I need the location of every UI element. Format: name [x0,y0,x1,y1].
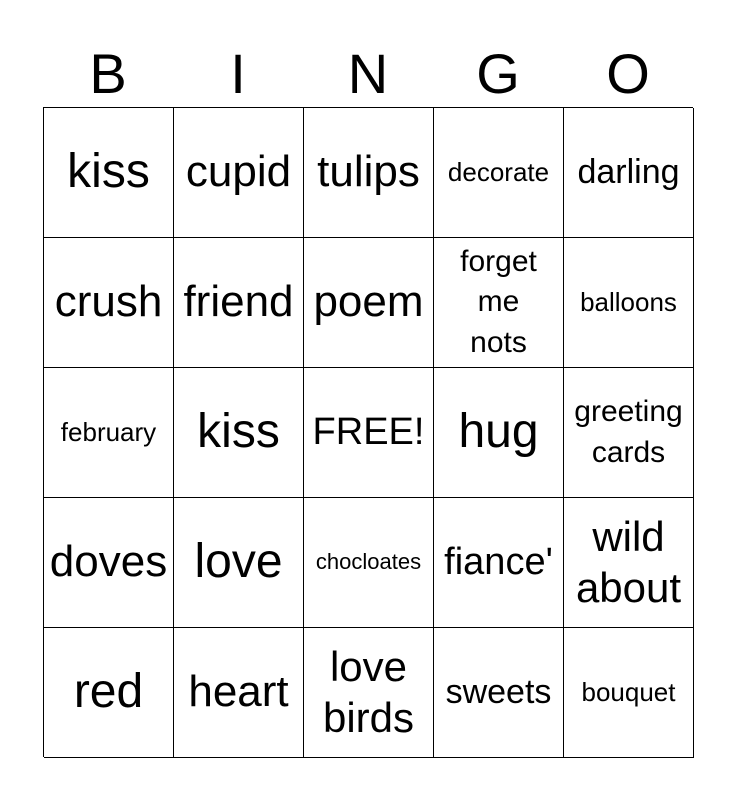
bingo-cell[interactable] [564,108,694,238]
cell-label: forget me nots [460,244,537,359]
cell-label: decorate [447,157,550,188]
cell-label: chocloates [315,549,422,575]
bingo-cell[interactable] [434,628,564,758]
cell-label: love [194,535,283,589]
bingo-cell[interactable] [434,108,564,238]
bingo-cell[interactable] [44,628,174,758]
cell-label: bouquet [581,677,676,708]
header-letter-o: O [606,42,650,105]
free-space-cell[interactable] [304,368,434,498]
bingo-cell[interactable] [304,108,434,238]
cell-label: tulips [317,147,420,197]
bingo-cell[interactable] [44,108,174,238]
bingo-cell[interactable] [434,368,564,498]
cell-label: hug [458,405,539,459]
bingo-cell[interactable] [174,368,304,498]
bingo-cell[interactable] [44,498,174,628]
cell-label: cupid [185,147,292,197]
cell-label: kiss [197,405,280,459]
cell-label: crush [54,277,163,327]
cell-label: february [60,417,157,448]
bingo-cell[interactable] [174,108,304,238]
header-letter-i: I [230,42,246,105]
cell-label: friend [183,277,294,327]
header-letter-n: N [347,42,389,105]
bingo-cell[interactable] [564,238,694,368]
cell-label: fiance' [444,540,553,583]
cell-label: love birds [322,643,415,741]
cell-label: balloons [580,287,677,318]
bingo-cell[interactable] [174,498,304,628]
cell-label: sweets [445,673,552,712]
bingo-cell[interactable] [434,238,564,368]
cell-label: greeting cards [574,395,683,469]
bingo-cell[interactable] [304,238,434,368]
bingo-cell[interactable] [564,628,694,758]
free-space-label: FREE! [312,410,425,453]
bingo-cell[interactable] [174,238,304,368]
bingo-cell[interactable] [44,238,174,368]
bingo-cell[interactable] [564,498,694,628]
cell-label: kiss [67,145,150,199]
cell-label: heart [188,667,289,717]
bingo-board [43,107,693,757]
bingo-cell[interactable] [174,628,304,758]
bingo-cell[interactable] [44,368,174,498]
cell-label: poem [313,277,424,327]
cell-label: red [73,665,144,719]
header-letter-g: G [476,42,520,105]
bingo-cell[interactable] [564,368,694,498]
bingo-cell[interactable] [304,498,434,628]
cell-label: darling [577,153,680,192]
cell-label: doves [49,537,168,587]
bingo-header [43,40,693,108]
header-letter-b: B [89,42,127,105]
cell-label: wild about [575,513,682,611]
bingo-cell[interactable] [304,628,434,758]
bingo-cell[interactable] [434,498,564,628]
